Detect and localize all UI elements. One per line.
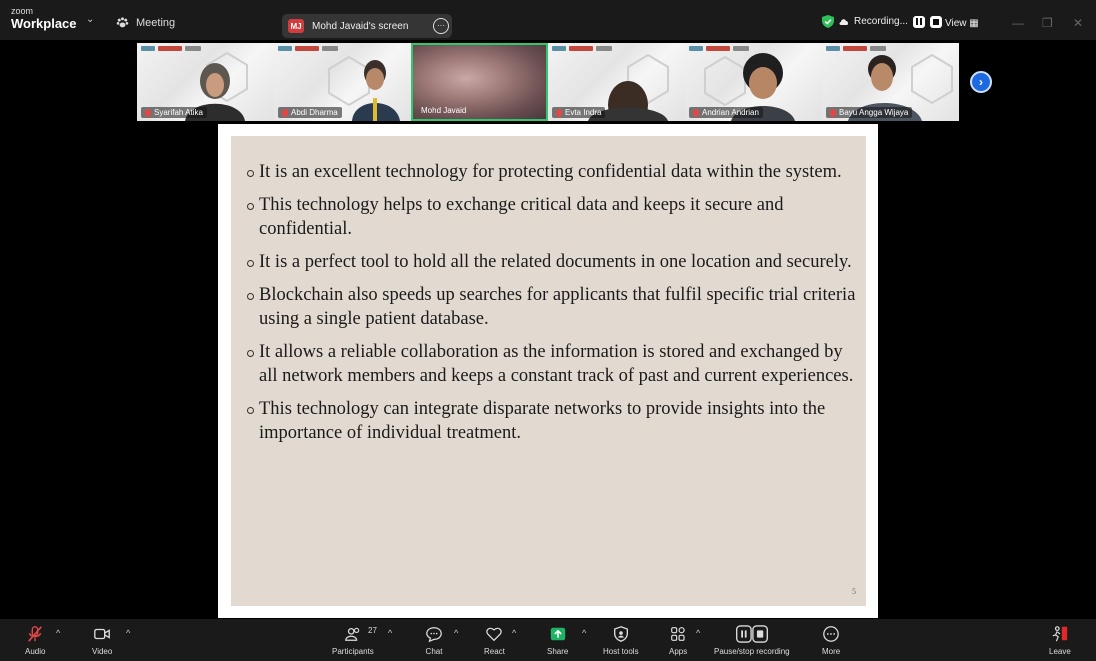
slide-bullet: This technology helps to exchange critical data and keeps it secure and confidential.	[247, 193, 862, 241]
meeting-toolbar	[0, 619, 1096, 661]
share-screen-icon	[549, 624, 567, 644]
participant-name-label	[141, 107, 207, 118]
more-label: More	[822, 647, 841, 656]
pause-stop-recording-button[interactable]	[714, 624, 790, 656]
participant-name-label	[826, 107, 912, 118]
screen-share-indicator[interactable]	[282, 14, 452, 38]
participant-tile[interactable]	[274, 43, 411, 121]
title-bar	[0, 0, 1096, 40]
participant-tile[interactable]	[685, 43, 822, 121]
react-label: React	[484, 647, 505, 656]
pause-stop-label: Pause/stop recording	[714, 647, 790, 656]
apps-options-caret-icon[interactable]: ^	[696, 628, 701, 638]
participants-label: Participants	[332, 647, 374, 656]
presentation-slide	[231, 136, 866, 606]
grid-view-icon: ▦	[969, 18, 979, 29]
participant-name-label	[552, 107, 605, 118]
recording-label: Recording...	[854, 16, 908, 27]
close-icon[interactable]: ✕	[1073, 16, 1084, 30]
participants-icon	[344, 624, 362, 644]
logo-line1: zoom	[11, 6, 34, 16]
sharer-label: Mohd Javaid's screen	[312, 20, 409, 32]
more-options-icon[interactable]: ···	[433, 18, 449, 34]
participant-name: Andrian Andrian	[702, 108, 759, 117]
video-options-caret-icon[interactable]: ^	[126, 628, 131, 638]
chat-options-caret-icon[interactable]: ^	[454, 628, 459, 638]
recording-indicator	[822, 15, 942, 28]
leave-door-icon	[1051, 624, 1069, 644]
restore-icon[interactable]: ❐	[1042, 16, 1053, 30]
participant-strip	[137, 43, 959, 121]
meeting-label: Meeting	[136, 16, 176, 29]
participant-tile[interactable]	[822, 43, 959, 121]
shield-icon	[612, 624, 630, 644]
share-options-caret-icon[interactable]: ^	[582, 628, 587, 638]
participant-name: Mohd Javaid	[421, 106, 467, 115]
chat-label: Chat	[425, 647, 443, 656]
view-button[interactable]	[945, 18, 979, 29]
minimize-icon[interactable]: —	[1012, 16, 1024, 30]
active-speaker-tile[interactable]	[411, 43, 548, 121]
meeting-info-button[interactable]	[116, 16, 175, 29]
participant-tile[interactable]	[548, 43, 685, 121]
muted-mic-icon	[830, 109, 836, 117]
chat-button[interactable]	[425, 624, 443, 656]
muted-mic-icon	[556, 109, 562, 117]
more-options-icon	[822, 624, 840, 644]
muted-mic-icon	[145, 109, 151, 117]
pause-stop-icon	[734, 624, 770, 644]
share-button[interactable]	[547, 624, 568, 656]
stop-recording-icon[interactable]	[930, 16, 942, 28]
slide-bullet: It is a perfect tool to hold all the related documents in one location and securely.	[247, 250, 862, 274]
muted-mic-icon	[26, 624, 44, 644]
apps-button[interactable]	[669, 624, 687, 656]
shield-check-icon	[822, 15, 834, 28]
participant-name-label	[278, 107, 342, 118]
slide-bullet: This technology can integrate disparate networks to provide insights into the importance of individual treatment.	[247, 397, 862, 445]
leave-label: Leave	[1049, 647, 1071, 656]
video-camera-icon	[93, 624, 111, 644]
cloud-icon	[839, 18, 849, 26]
host-tools-button[interactable]	[603, 624, 639, 656]
heart-icon	[485, 624, 503, 644]
participant-tile[interactable]	[137, 43, 274, 121]
participant-name: Abdi Dharma	[291, 108, 338, 117]
participants-count: 27	[368, 626, 377, 635]
apps-grid-icon	[669, 624, 687, 644]
react-options-caret-icon[interactable]: ^	[512, 628, 517, 638]
slide-bullet-list	[247, 160, 862, 454]
leave-button[interactable]	[1049, 624, 1071, 656]
participant-name: Evta Indra	[565, 108, 602, 117]
apps-label: Apps	[669, 647, 688, 656]
host-tools-label: Host tools	[603, 647, 639, 656]
video-label: Video	[92, 647, 113, 656]
participant-name-label	[689, 107, 763, 118]
muted-mic-icon	[282, 109, 288, 117]
slide-bullet: It is an excellent technology for protecting confidential data within the system.	[247, 160, 862, 184]
chat-bubble-icon	[425, 624, 443, 644]
audio-button[interactable]	[25, 624, 45, 656]
react-button[interactable]	[484, 624, 505, 656]
sharer-avatar: MJ	[288, 19, 304, 33]
meeting-paw-icon	[116, 16, 129, 29]
participant-name-label	[417, 105, 470, 116]
slide-page-number: 5	[852, 587, 856, 596]
share-label: Share	[547, 647, 569, 656]
slide-bullet: It allows a reliable collaboration as the information is stored and exchanged by all network members and keeps a constant track of past and current experiences.	[247, 340, 862, 388]
zoom-logo	[11, 7, 77, 30]
muted-mic-icon	[693, 109, 699, 117]
audio-options-caret-icon[interactable]: ^	[56, 628, 61, 638]
participant-name: Bayu Angga Wijaya	[839, 108, 909, 117]
audio-label: Audio	[25, 647, 46, 656]
pause-recording-icon[interactable]	[913, 16, 925, 28]
chevron-down-icon[interactable]: ⌄	[86, 14, 95, 25]
logo-line2: Workplace	[11, 16, 77, 31]
video-button[interactable]	[92, 624, 112, 656]
participant-name: Syarifah Atika	[154, 108, 203, 117]
participants-options-caret-icon[interactable]: ^	[388, 628, 393, 638]
next-page-chevron-icon[interactable]: ›	[970, 71, 992, 93]
more-button[interactable]	[822, 624, 840, 656]
view-label: View	[945, 18, 967, 29]
slide-bullet: Blockchain also speeds up searches for applicants that fulfil specific trial criteria using a single patient database.	[247, 283, 862, 331]
